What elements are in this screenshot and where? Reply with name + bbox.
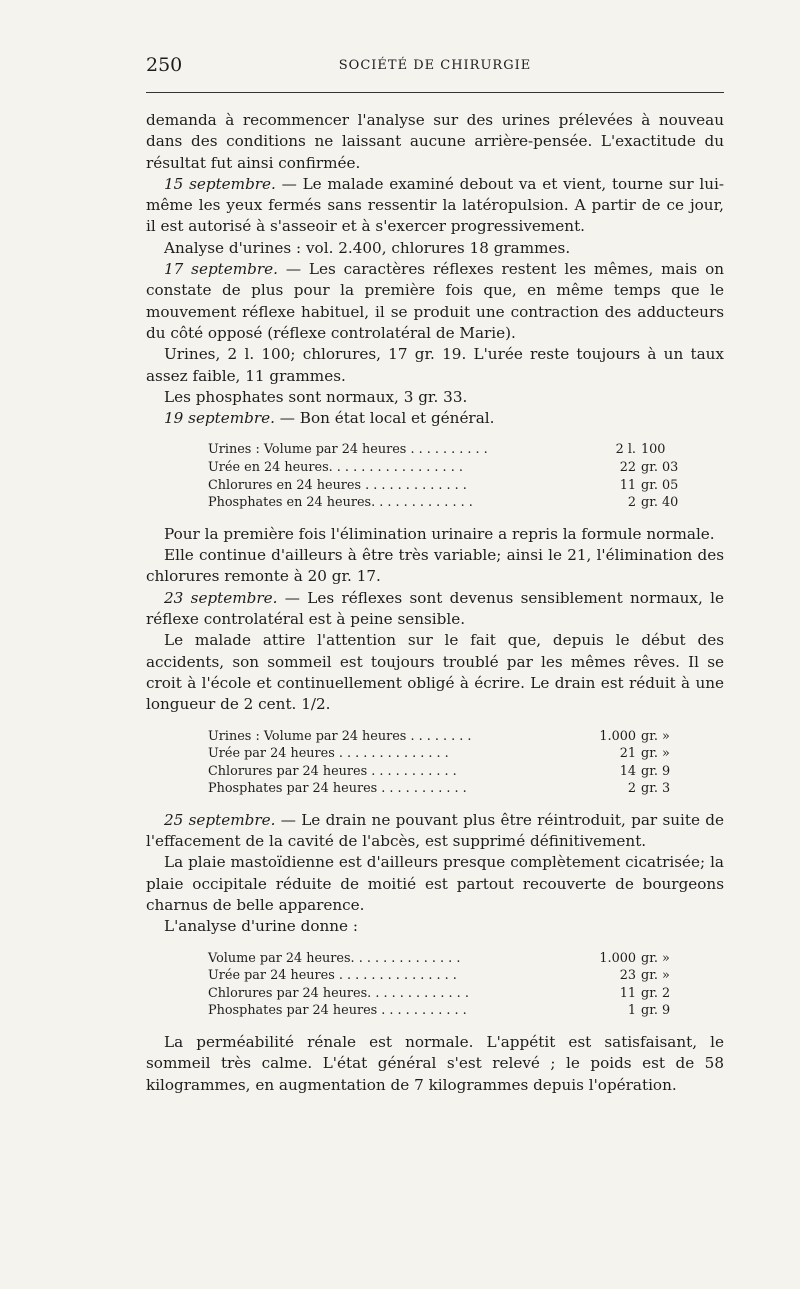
row-unit: gr. » (641, 746, 670, 762)
row-value: 21 (619, 746, 636, 762)
row-label: Urée par 24 heures . . . . . . . . . . . . . . (208, 746, 449, 762)
page-body (146, 110, 724, 1096)
header-rule (146, 92, 724, 93)
table-row (208, 477, 678, 495)
row-unit: gr. 9 (641, 763, 671, 779)
date: 25 septembre. (164, 810, 276, 829)
row-value: 22 (619, 460, 636, 476)
paragraph-text: — Le drain ne pouvant plus être réintroduit, par suite de l'effacement de la cavité de l'abcès, est supprimé définitivement. (146, 810, 724, 851)
row-label: Urines : Volume par 24 heures . . . . . . . . . . (208, 442, 488, 458)
row-label: Phosphates en 24 heures. . . . . . . . . . . . . (208, 495, 473, 511)
row-value: 11 (619, 477, 636, 493)
row-value: 11 (619, 985, 636, 1001)
table-row (208, 967, 670, 985)
paragraph-text: — Les réflexes sont devenus sensiblement normaux, le réflexe controlatéral est à peine sensible. (146, 588, 724, 629)
paragraph: Pour la première fois l'élimination urinaire a repris la formule normale. (164, 524, 715, 543)
table-row (208, 780, 670, 798)
table-row (208, 494, 678, 512)
running-title: SOCIÉTÉ DE CHIRURGIE (338, 58, 532, 73)
date: 15 septembre. (164, 174, 276, 193)
row-label: Phosphates par 24 heures . . . . . . . . . . . (208, 1003, 467, 1019)
table-row (208, 441, 678, 459)
page-number: 250 (146, 54, 183, 76)
row-unit: gr. » (641, 728, 670, 744)
paragraph: Le malade attire l'attention sur le fait que, depuis le début des accidents, son sommeil est toujours troublé par les mêmes rêves. Il se croit à l'école et continuellement obligé à écrire. Le drain est réduit à une longueur de 2 cent. 1/2. (146, 631, 724, 714)
paragraph-text: — Bon état local et général. (274, 409, 495, 428)
paragraph-text: — Le malade examiné debout va et vient, tourne sur lui-même les yeux fermés sans ressentir la latéropulsion. A partir de ce jour, il est autorisé à s'asseoir et à s'exercer progressivement. (146, 174, 724, 236)
paragraph: Urines, 2 l. 100; chlorures, 17 gr. 19. L'urée reste toujours à un taux assez faible, 11 grammes. (146, 345, 724, 385)
table-row (208, 728, 670, 746)
date: 19 septembre. (164, 409, 275, 428)
paragraph: demanda à recommencer l'analyse sur des urines prélevées à nouveau dans des conditions ne laissant aucune arrière-pensée. L'exactitude du résultat fut ainsi confirmée. (146, 111, 724, 172)
row-label: Urée en 24 heures. . . . . . . . . . . . . . . . . (208, 460, 463, 476)
row-unit: gr. » (641, 968, 670, 984)
paragraph-final: La perméabilité rénale est normale. L'appétit est satisfaisant, le sommeil très calme. L'état général s'est relevé ; le poids est de 58 kilogrammes, en augmentation de 7 kilogrammes depuis l'opération. (146, 1033, 724, 1094)
row-unit: gr. » (641, 950, 670, 966)
paragraph: Les phosphates sont normaux, 3 gr. 33. (164, 387, 468, 406)
row-label: Chlorures par 24 heures . . . . . . . . . . . (208, 763, 457, 779)
row-label: Volume par 24 heures. . . . . . . . . . . . . . (208, 950, 461, 966)
paragraph: Elle continue d'ailleurs à être très variable; ainsi le 21, l'élimination des chlorures remonte à 20 gr. 17. (146, 546, 724, 586)
row-value: 14 (619, 763, 636, 779)
paragraph-sept-23 (146, 588, 724, 631)
paragraph-text: — Les caractères réflexes restent les mêmes, mais on constate de plus pour la première fois que, en même temps que le mouvement réflexe habituel, il se produit une contraction des adducteurs du côté opposé (réflexe controlatéral de Marie). (146, 260, 725, 342)
row-value: 2 l. (615, 442, 636, 458)
table-row (208, 763, 670, 781)
row-unit: 100 (641, 442, 666, 458)
row-label: Chlorures en 24 heures . . . . . . . . . . . . . (208, 477, 467, 493)
row-label: Chlorures par 24 heures. . . . . . . . . . . . . (208, 985, 469, 1001)
urine-table-3 (208, 950, 670, 1020)
date: 17 septembre. (164, 260, 278, 279)
paragraph: L'analyse d'urine donne : (164, 917, 358, 936)
row-unit: gr. 2 (641, 985, 671, 1001)
table-row (208, 745, 670, 763)
row-label: Urines : Volume par 24 heures . . . . . . . . (208, 728, 472, 744)
row-value: 1.000 (599, 728, 636, 744)
row-label: Phosphates par 24 heures . . . . . . . . . . . (208, 781, 467, 797)
row-unit: gr. 9 (641, 1003, 671, 1019)
urine-table-1 (208, 441, 678, 511)
paragraph: La plaie mastoïdienne est d'ailleurs presque complètement cicatrisée; la plaie occipitale réduite de moitié est partout recouverte de bourgeons charnus de belle apparence. (146, 853, 724, 915)
table-row (208, 1002, 670, 1020)
row-value: 2 (627, 495, 636, 511)
row-unit: gr. 05 (641, 477, 679, 493)
table-row (208, 985, 670, 1003)
table-row (208, 459, 678, 477)
page-header (146, 54, 724, 84)
row-label: Urée par 24 heures . . . . . . . . . . . . . . . (208, 968, 457, 984)
row-value: 1 (627, 1003, 636, 1019)
row-unit: gr. 03 (641, 460, 679, 476)
table-row (208, 950, 670, 968)
row-unit: gr. 3 (641, 781, 671, 797)
paragraph: Analyse d'urines : vol. 2.400, chlorures 18 grammes. (164, 238, 571, 257)
row-unit: gr. 40 (641, 495, 679, 511)
row-value: 23 (619, 968, 636, 984)
paragraph-sept-25 (146, 810, 724, 853)
urine-table-2 (208, 728, 670, 798)
row-value: 1.000 (599, 950, 636, 966)
date: 23 septembre. (164, 588, 278, 607)
row-value: 2 (627, 781, 636, 797)
paragraph-sept-17 (146, 259, 724, 344)
paragraph-sept-19 (146, 408, 724, 429)
paragraph-sept-15 (146, 174, 724, 238)
